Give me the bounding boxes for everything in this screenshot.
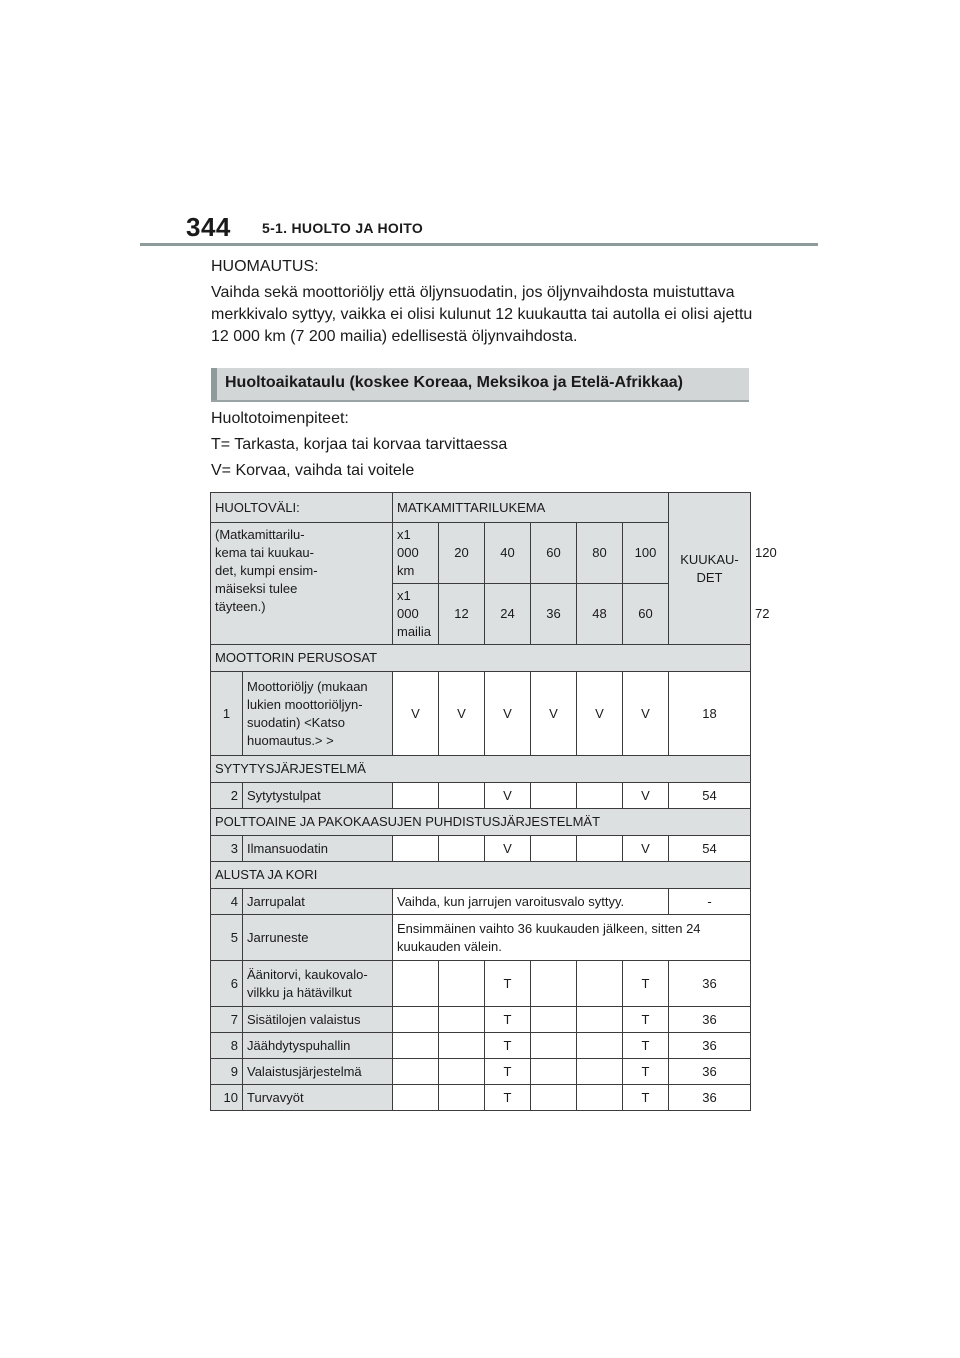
months-cell: 54 bbox=[669, 783, 751, 809]
mark-cell bbox=[439, 1085, 485, 1111]
km-value: 80 bbox=[577, 523, 623, 584]
mile-value: 36 bbox=[531, 584, 577, 645]
row-number: 2 bbox=[211, 783, 243, 809]
mark-cell: V bbox=[485, 672, 531, 756]
months-cell: 36 bbox=[669, 1085, 751, 1111]
row-number: 9 bbox=[211, 1059, 243, 1085]
mile-value: 24 bbox=[485, 584, 531, 645]
row-note: Ensimmäinen vaihto 36 kuukauden jälkeen, sitten 24 kuukauden välein. bbox=[393, 915, 751, 961]
km-value: 20 bbox=[439, 523, 485, 584]
row-item: Turvavyöt bbox=[243, 1085, 393, 1111]
km-value: 40 bbox=[485, 523, 531, 584]
mark-cell bbox=[393, 783, 439, 809]
row-item: Moottoriöljy (mukaan lukien moottoriöljyn- suodatin) <Katso huomautus.> > bbox=[243, 672, 393, 756]
section-row: ALUSTA JA KORI bbox=[211, 862, 751, 889]
months-cell: 36 bbox=[669, 1007, 751, 1033]
months-header: KUUKAU- DET bbox=[669, 493, 751, 645]
mark-cell: V bbox=[623, 783, 669, 809]
row-item: Jäähdytyspuhallin bbox=[243, 1033, 393, 1059]
section-label: 5-1. HUOLTO JA HOITO bbox=[262, 220, 424, 236]
mark-cell: T bbox=[623, 1085, 669, 1111]
row-number: 6 bbox=[211, 961, 243, 1007]
schedule-heading-box bbox=[211, 368, 749, 402]
mark-cell bbox=[393, 1059, 439, 1085]
months-cell: - bbox=[669, 889, 751, 915]
mark-cell bbox=[393, 961, 439, 1007]
mark-cell bbox=[439, 783, 485, 809]
mark-cell bbox=[439, 836, 485, 862]
mark-cell: T bbox=[623, 1033, 669, 1059]
mile-value: 60 bbox=[623, 584, 669, 645]
mark-cell: V bbox=[485, 836, 531, 862]
months-cell: 54 bbox=[669, 836, 751, 862]
mile-unit: x1 000 mailia bbox=[393, 584, 439, 645]
row-item: Jarruneste bbox=[243, 915, 393, 961]
months-cell: 18 bbox=[669, 672, 751, 756]
mark-cell bbox=[577, 1085, 623, 1111]
row-note: Vaihda, kun jarrujen varoitusvalo syttyy. bbox=[393, 889, 669, 915]
intro-line-3: V= Korvaa, vaihda tai voitele bbox=[211, 462, 415, 479]
row-number: 5 bbox=[211, 915, 243, 961]
mark-cell bbox=[439, 1033, 485, 1059]
months-cell: 36 bbox=[669, 1033, 751, 1059]
mark-cell: T bbox=[623, 1007, 669, 1033]
row-number: 4 bbox=[211, 889, 243, 915]
mile-value: 48 bbox=[577, 584, 623, 645]
row-item: Valaistusjärjestelmä bbox=[243, 1059, 393, 1085]
row-number: 1 bbox=[211, 672, 243, 756]
km-unit: x1 000 km bbox=[393, 523, 439, 584]
mark-cell bbox=[577, 783, 623, 809]
header-rule bbox=[140, 243, 818, 246]
mark-cell: T bbox=[485, 1059, 531, 1085]
mark-cell bbox=[393, 1007, 439, 1033]
mark-cell: V bbox=[577, 672, 623, 756]
mark-cell: T bbox=[623, 961, 669, 1007]
mark-cell bbox=[577, 1033, 623, 1059]
mark-cell bbox=[531, 1059, 577, 1085]
mark-cell: T bbox=[485, 1007, 531, 1033]
mark-cell bbox=[531, 1085, 577, 1111]
row-item: Sisätilojen valaistus bbox=[243, 1007, 393, 1033]
interval-description-text: (Matkamittarilu- kema tai kuukau- det, kumpi ensim- mäiseksi tulee täyteen.) bbox=[215, 527, 318, 614]
mark-cell: V bbox=[531, 672, 577, 756]
mark-cell bbox=[531, 836, 577, 862]
row-item: Jarrupalat bbox=[243, 889, 393, 915]
mark-cell: V bbox=[439, 672, 485, 756]
row-item: Sytytystulpat bbox=[243, 783, 393, 809]
mark-cell: T bbox=[485, 961, 531, 1007]
mark-cell bbox=[577, 961, 623, 1007]
maintenance-table: HUOLTOVÄLI: MATKAMITTARILUKEMA KUUKAU- DET (Matkamittarilu- kema tai kuukau- det, kumpi ensim- mäiseksi tulee täyteen.) x1 000 km 20 40 60 80 100 120 x1 000 mailia 12 24 36 48 60 72 MOOTTORIN PERUSOSAT 1 Moottoriöljy (mukaan lukien moottoriöljyn- suodatin) <Katso huomautus.> > V V V V V V 18 SYTYTYSJÄRJESTELMÄ 2 Sytytystulpat V V 54 POLTTOAINE JA PAKOKAASUJEN PUHDISTUSJÄRJESTELMÄT 3 Ilmansuodatin V V 54 ALUSTA JA KORI 4 Jarrupalat Vaihda, kun jarrujen varoitusvalo syttyy. - 5 Jarruneste Ensimmäinen vaihto 36 kuukauden jälkeen, sitten 24 kuukauden välein. 6 Äänitorvi, kaukovalo- vilkku ja hätävilkut T T 36 7 Sisätilojen valaistus T T 36 8 Jäähdytyspuhallin T T 36 9 Valaistusjärjestelmä T T 36 10 Turvavyöt T T 36 bbox=[210, 492, 751, 1111]
intro-line-1: Huoltotoimenpiteet: bbox=[211, 410, 349, 427]
mark-cell bbox=[439, 1007, 485, 1033]
heading-accent-bar bbox=[211, 368, 217, 400]
row-item: Äänitorvi, kaukovalo- vilkku ja hätävilkut bbox=[243, 961, 393, 1007]
months-cell: 36 bbox=[669, 961, 751, 1007]
mark-cell: V bbox=[623, 836, 669, 862]
mark-cell bbox=[439, 961, 485, 1007]
mark-cell bbox=[393, 1033, 439, 1059]
section-row: MOOTTORIN PERUSOSAT bbox=[211, 645, 751, 672]
km-value: 100 bbox=[623, 523, 669, 584]
note-title: HUOMAUTUS: bbox=[211, 258, 319, 275]
interval-label: HUOLTOVÄLI: bbox=[211, 493, 393, 523]
mark-cell bbox=[531, 961, 577, 1007]
row-number: 3 bbox=[211, 836, 243, 862]
mark-cell bbox=[577, 836, 623, 862]
mark-cell: V bbox=[485, 783, 531, 809]
intro-line-2: T= Tarkasta, korjaa tai korvaa tarvittaessa bbox=[211, 436, 508, 453]
mark-cell bbox=[439, 1059, 485, 1085]
mark-cell bbox=[393, 836, 439, 862]
section-row: POLTTOAINE JA PAKOKAASUJEN PUHDISTUSJÄRJESTELMÄT bbox=[211, 809, 751, 836]
interval-description-cell bbox=[211, 523, 393, 645]
row-item: Ilmansuodatin bbox=[243, 836, 393, 862]
mile-value: 12 bbox=[439, 584, 485, 645]
section-row: SYTYTYSJÄRJESTELMÄ bbox=[211, 756, 751, 783]
mark-cell bbox=[577, 1059, 623, 1085]
months-cell: 36 bbox=[669, 1059, 751, 1085]
mark-cell: V bbox=[623, 672, 669, 756]
page-number: 344 bbox=[186, 212, 231, 242]
row-number: 8 bbox=[211, 1033, 243, 1059]
note-body: Vaihda sekä moottoriöljy että öljynsuodatin, jos öljynvaihdosta muistuttava merkkivalo syttyy, vaikka ei olisi kulunut 12 kuukautta tai autolla ei olisi ajettu 12 000 km (7 200 mailia) edellisestä öljynvaihdosta. bbox=[211, 284, 753, 345]
mark-cell bbox=[531, 1007, 577, 1033]
schedule-heading: Huoltoaikataulu (koskee Koreaa, Meksikoa ja Etelä-Afrikkaa) bbox=[225, 374, 683, 391]
mark-cell: V bbox=[393, 672, 439, 756]
km-value: 60 bbox=[531, 523, 577, 584]
mark-cell bbox=[531, 783, 577, 809]
row-number: 7 bbox=[211, 1007, 243, 1033]
mark-cell bbox=[393, 1085, 439, 1111]
mark-cell bbox=[577, 1007, 623, 1033]
mark-cell: T bbox=[485, 1033, 531, 1059]
row-number: 10 bbox=[211, 1085, 243, 1111]
mark-cell: T bbox=[623, 1059, 669, 1085]
mark-cell: T bbox=[485, 1085, 531, 1111]
odometer-label: MATKAMITTARILUKEMA bbox=[393, 493, 669, 523]
mark-cell bbox=[531, 1033, 577, 1059]
